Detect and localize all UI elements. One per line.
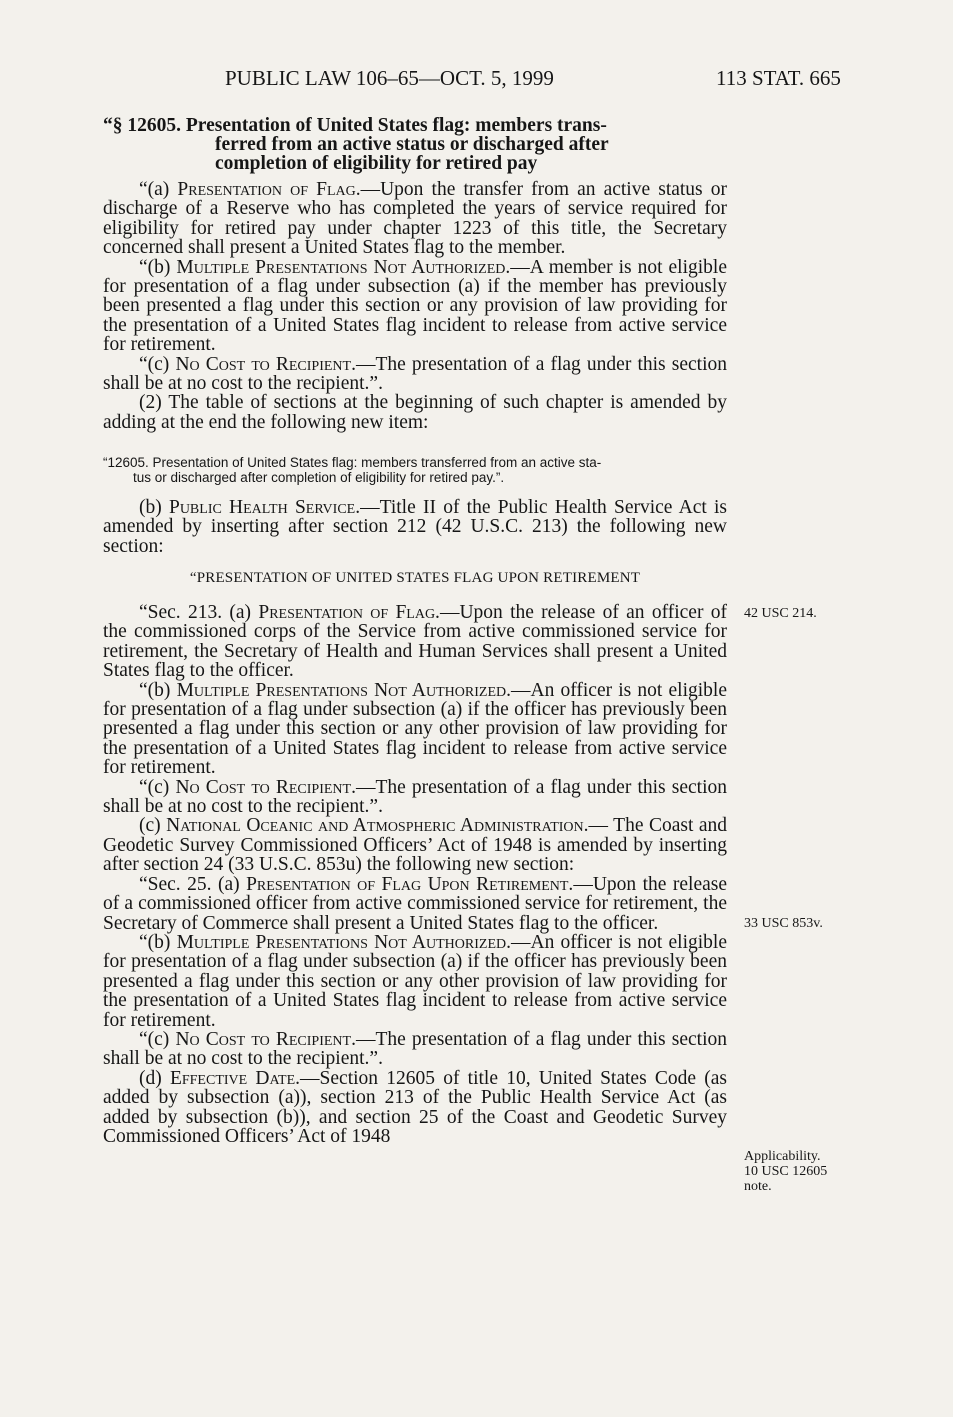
- paragraph: “Sec. 25. (a) Presentation of Flag Upon Retirement.—Upon the release of a commissioned officer from active commissioned service for retirement, the Secretary of Commerce shall present a United States flag to the officer.: [103, 873, 727, 934]
- paragraph: (d) Effective Date.—Section 12605 of title 10, United States Code (as added by subsection (a)), section 213 of the Public Health Service Act (as added by subsection (b)), and section 25 of the Coast and Geodetic Survey Commissioned Officers’ Act of 1948: [103, 1067, 727, 1147]
- paragraph: “(b) Multiple Presentations Not Authorized.—A member is not eligible for presentation of a flag under subsection (a) if the member has previously been presented a flag under this section or any provision of law providing for the presentation of a United States flag incident to release from active service for retirement.: [103, 256, 727, 356]
- section-heading-line-3: completion of eligibility for retired pay: [215, 153, 538, 174]
- margin-note-note: note.: [744, 1179, 772, 1194]
- paragraph: “(c) No Cost to Recipient.—The presentation of a flag under this section shall be at no cost to the recipient.”.: [103, 776, 727, 818]
- table-of-sections-item: [103, 455, 727, 485]
- running-header-title: PUBLIC LAW 106–65—OCT. 5, 1999: [225, 66, 554, 90]
- paragraph: “(c) No Cost to Recipient.—The presentation of a flag under this section shall be at no cost to the recipient.”.: [103, 353, 727, 395]
- margin-note-42-usc-214: 42 USC 214.: [744, 606, 817, 621]
- centered-section-heading: “PRESENTATION OF UNITED STATES FLAG UPON RETIREMENT: [189, 570, 641, 586]
- paragraph: “(b) Multiple Presentations Not Authorized.—An officer is not eligible for presentation of a flag under subsection (a) if the officer has previously been presented a flag under this section or any other provision of law providing for the presentation of a United States flag incident to release from active service for retirement.: [103, 679, 727, 779]
- table-item-line-2: tus or discharged after completion of eligibility for retired pay.”.: [133, 470, 505, 485]
- paragraph: “(c) No Cost to Recipient.—The presentation of a flag under this section shall be at no cost to the recipient.”.: [103, 1028, 727, 1070]
- paragraph: (c) National Oceanic and Atmospheric Administration.— The Coast and Geodetic Survey Commissioned Officers’ Act of 1948 is amended by inserting after section 24 (33 U.S.C. 853u) the following new section:: [103, 815, 727, 876]
- paragraph: “(a) Presentation of Flag.—Upon the transfer from an active status or discharge of a Reserve who has completed the years of service required for eligibility for retired pay under chapter 1223 of this title, the Secretary concerned shall present a United States flag to the member.: [103, 179, 727, 259]
- body-block-3: [103, 603, 727, 1146]
- margin-note-applicability: Applicability.: [744, 1149, 821, 1164]
- section-heading-line-2: ferred from an active status or discharged after: [215, 134, 609, 155]
- body-block-1: [103, 180, 727, 432]
- paragraph: (b) Public Health Service.—Title II of the Public Health Service Act is amended by inserting after section 212 (42 U.S.C. 213) the following new section:: [103, 497, 727, 557]
- paragraph: “Sec. 213. (a) Presentation of Flag.—Upon the release of an officer of the commissioned corps of the Service from active commissioned service for retirement, the Secretary of Health and Human Services shall present a United States flag to the officer.: [103, 602, 727, 682]
- table-item-line-1: “12605. Presentation of United States flag: members transferred from an active sta-: [103, 455, 602, 470]
- paragraph: “(b) Multiple Presentations Not Authorized.—An officer is not eligible for presentation of a flag under subsection (a) if the officer has previously been presented a flag under this section or any other provision of law providing for the presentation of a United States flag incident to release from active service for retirement.: [103, 931, 727, 1031]
- section-heading: [103, 116, 727, 173]
- section-heading-line-1: “§ 12605. Presentation of United States flag: members trans-: [103, 115, 607, 136]
- margin-note-33-usc-853v: 33 USC 853v.: [744, 916, 823, 931]
- paragraph: (2) The table of sections at the beginning of such chapter is amended by adding at the end the following new item:: [103, 392, 727, 433]
- running-header-stat: 113 STAT. 665: [716, 66, 841, 90]
- body-block-2: [103, 498, 727, 556]
- margin-note-10-usc-12605: 10 USC 12605: [744, 1164, 828, 1179]
